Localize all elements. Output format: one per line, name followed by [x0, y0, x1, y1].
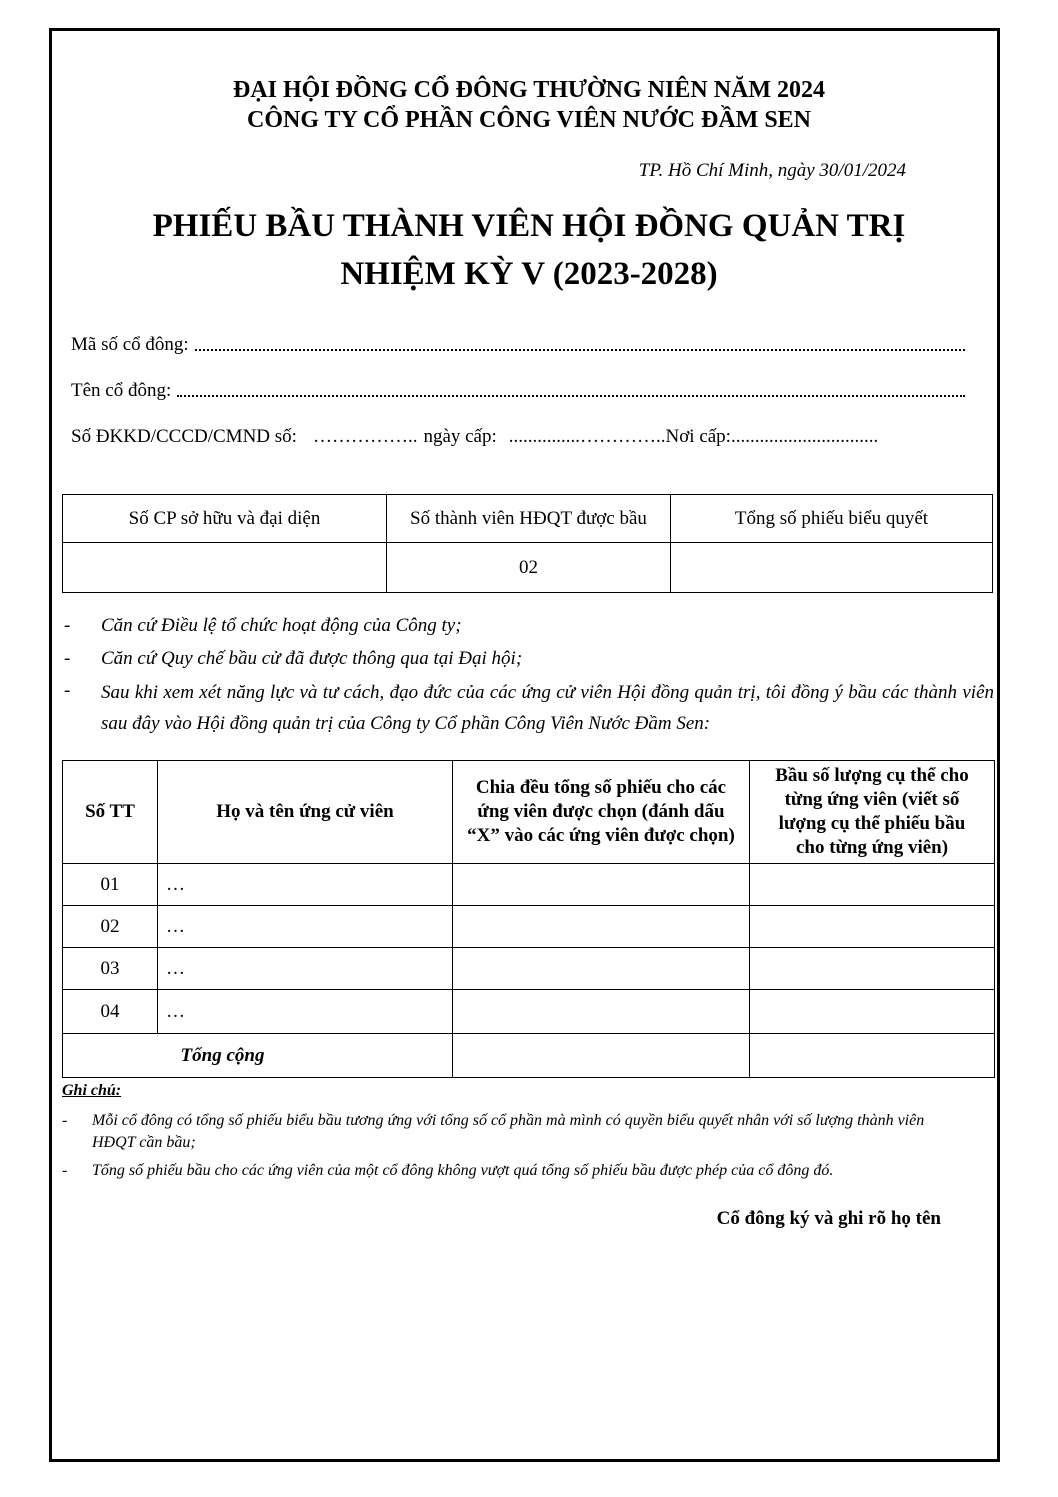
table-row	[63, 864, 995, 906]
total-label: Tổng cộng	[63, 1034, 453, 1078]
total-row	[63, 1034, 995, 1078]
bullet-item	[64, 645, 994, 673]
bullet-item	[64, 612, 994, 640]
bullet-text: Căn cứ Quy chế bầu cử đã được thông qua tại Đại hội;	[101, 648, 523, 669]
table-row	[63, 948, 995, 990]
notes-title: Ghi chú:	[62, 1082, 122, 1099]
row-number: 04	[63, 990, 158, 1034]
candidate-name: …	[158, 906, 453, 948]
id-label: Số ĐKKD/CCCD/CMND số:	[71, 426, 297, 447]
specific-votes-cell[interactable]	[750, 906, 995, 948]
bullet-text: Sau khi xem xét năng lực và tư cách, đạo đức của các ứng cử viên Hội đồng quản trị, tôi đồng ý bầu các thành viên sau đây vào Hội đồng quản trị của Công ty Cổ phần Công Viên Nước Đầm Sen:	[101, 682, 994, 734]
table-row	[63, 990, 995, 1034]
split-mark-cell[interactable]	[453, 906, 750, 948]
candidate-name: …	[158, 948, 453, 990]
bullet-item	[64, 677, 994, 739]
ballot-subtitle: NHIỆM KỲ V (2023-2028)	[340, 256, 718, 292]
specific-votes-cell[interactable]	[750, 990, 995, 1034]
table-row	[63, 906, 995, 948]
header-line-2: CÔNG TY CỔ PHẦN CÔNG VIÊN NƯỚC ĐẦM SEN	[246, 107, 812, 133]
id-field[interactable]	[71, 426, 965, 448]
shareholder-name-input-line[interactable]	[177, 381, 965, 397]
summary-value-shares[interactable]	[63, 543, 387, 593]
vote-table	[62, 760, 995, 1078]
specific-votes-cell[interactable]	[750, 948, 995, 990]
row-number: 01	[63, 864, 158, 906]
issue-date-label: ngày cấp:	[423, 426, 497, 447]
candidate-name: …	[158, 990, 453, 1034]
specific-votes-cell[interactable]	[750, 864, 995, 906]
note-item	[62, 1110, 962, 1154]
split-mark-cell[interactable]	[453, 864, 750, 906]
summary-value-members: 02	[387, 543, 671, 593]
issue-date-input-dots[interactable]: ...............…………..	[508, 426, 666, 447]
shareholder-name-field[interactable]	[71, 380, 965, 402]
total-split-cell[interactable]	[453, 1034, 750, 1078]
row-number: 03	[63, 948, 158, 990]
summary-value-row	[63, 543, 993, 593]
split-mark-cell[interactable]	[453, 948, 750, 990]
vote-header-name: Họ và tên ứng cử viên	[158, 761, 453, 864]
summary-header-votes: Tổng số phiếu biểu quyết	[671, 495, 993, 543]
shareholder-code-input-line[interactable]	[195, 335, 965, 351]
issue-place-input-dots[interactable]: ...............................	[730, 426, 879, 447]
summary-header-shares: Số CP sở hữu và đại diện	[63, 495, 387, 543]
vote-header-split: Chia đều tổng số phiếu cho các ứng viên được chọn (đánh dấu “X” vào các ứng viên được chọn)	[453, 761, 750, 864]
row-number: 02	[63, 906, 158, 948]
total-specific-cell[interactable]	[750, 1034, 995, 1078]
vote-header-specific: Bầu số lượng cụ thể cho từng ứng viên (viết số lượng cụ thể phiếu bầu cho từng ứng viên)	[750, 761, 995, 864]
shareholder-code-field[interactable]	[71, 334, 965, 356]
note-dash: -	[62, 1112, 68, 1129]
issue-place-label: Nơi cấp:	[665, 426, 731, 447]
note-dash: -	[62, 1162, 68, 1179]
note-text: Tổng số phiếu bầu cho các ứng viên của một cổ đông không vượt quá tổng số phiếu bầu được phép của cổ đông đó.	[92, 1162, 834, 1179]
ballot-title: PHIẾU BẦU THÀNH VIÊN HỘI ĐỒNG QUẢN TRỊ	[152, 208, 906, 244]
signature-label: Cổ đông ký và ghi rõ họ tên	[716, 1208, 941, 1229]
note-text: Mỗi cổ đông có tổng số phiếu biểu bầu tương ứng với tổng số cổ phần mà mình có quyền biểu quyết nhân với số lượng thành viên HĐQT cần bầu;	[92, 1112, 925, 1151]
bullet-text: Căn cứ Điều lệ tổ chức hoạt động của Công ty;	[101, 615, 462, 636]
shareholder-code-label: Mã số cổ đông:	[71, 334, 189, 355]
summary-value-votes[interactable]	[671, 543, 993, 593]
summary-header-row	[63, 495, 993, 543]
vote-header-row	[63, 761, 995, 864]
summary-table	[62, 494, 993, 593]
note-item	[62, 1160, 962, 1182]
split-mark-cell[interactable]	[453, 990, 750, 1034]
header-line-1: ĐẠI HỘI ĐỒNG CỔ ĐÔNG THƯỜNG NIÊN NĂM 2024	[232, 77, 826, 103]
candidate-name: …	[158, 864, 453, 906]
shareholder-name-label: Tên cổ đông:	[71, 380, 172, 401]
id-input-dots[interactable]: ……………..	[312, 426, 418, 447]
document-date: TP. Hồ Chí Minh, ngày 30/01/2024	[638, 160, 906, 181]
bullet-dash: -	[64, 648, 71, 669]
vote-header-no: Số TT	[63, 761, 158, 864]
summary-header-members: Số thành viên HĐQT được bầu	[387, 495, 671, 543]
bullet-dash: -	[64, 680, 71, 701]
bullet-dash: -	[64, 615, 71, 636]
